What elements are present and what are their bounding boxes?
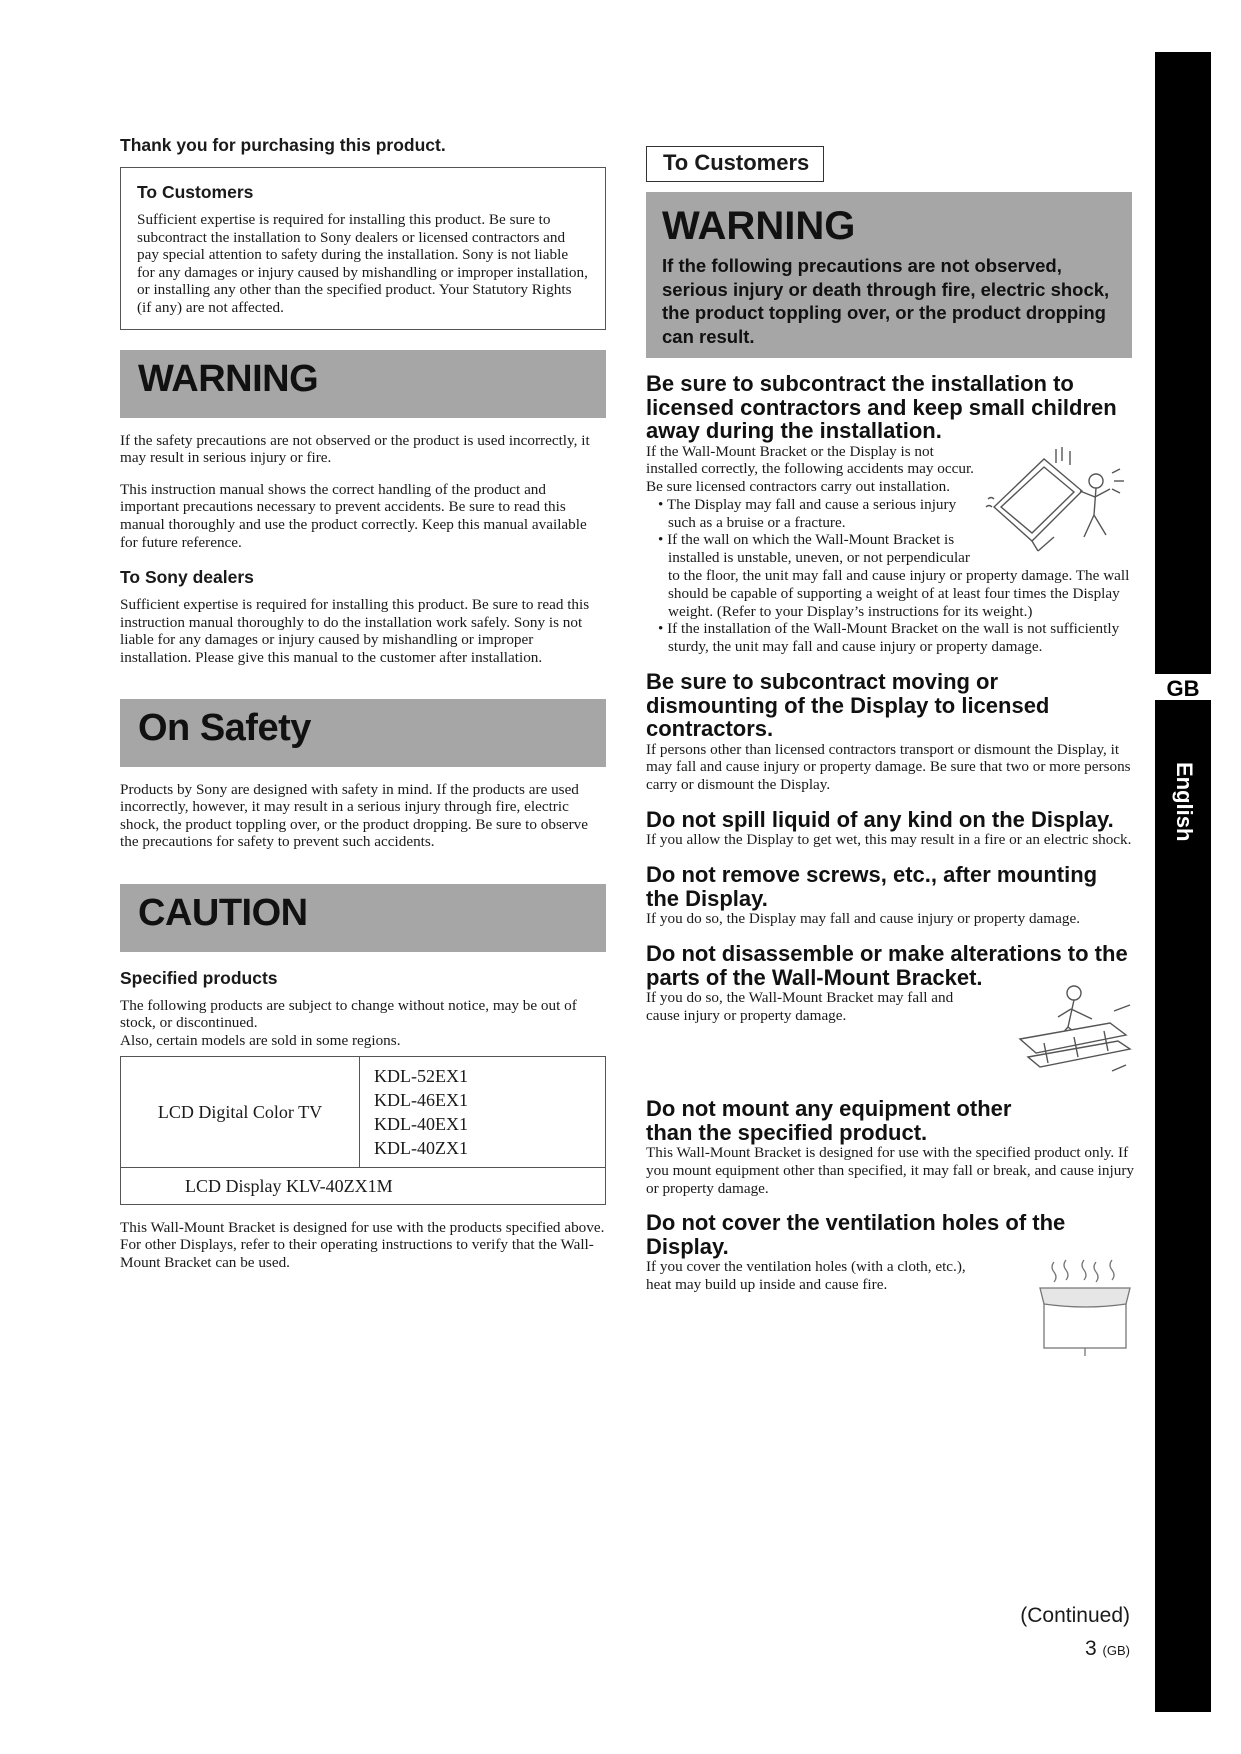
bracket-compatibility-note: This Wall-Mount Bracket is designed for use with the products specified above. For other Displays, refer to their operating instructions to verify that the Wall-Mount Bracket can be used. — [120, 1218, 605, 1271]
on-safety-text: Products by Sony are designed with safety in mind. If the products are used incorrectly, however, it may result in a serious injury through fire, electric shock, the product toppling over, or the product dropping. Be sure to observe the precautions for safety to prevent such accidents. — [120, 780, 588, 851]
specified-products-text-1: The following products are subject to change without notice, may be out of stock, or discontinued. — [120, 996, 577, 1032]
warning-banner-label: WARNING — [138, 357, 319, 400]
section-moving — [646, 670, 1134, 794]
sony-dealers-text: Sufficient expertise is required for installing this product. Be sure to read this instruction manual thoroughly to do the installation work safely. Sony is not liable for any damages or injury caused by mishandling or improper installation. Please give this manual to the customer after installation. — [120, 596, 590, 666]
to-customers-box — [120, 167, 606, 330]
covered-display-illustration-icon — [1034, 1258, 1134, 1358]
section-ventilation — [646, 1211, 1134, 1358]
thank-you-heading: Thank you for purchasing this product. — [120, 135, 446, 155]
to-customers-text: Sufficient expertise is required for installing this product. Be sure to subcontract the installation to Sony dealers or licensed contractors and pay special attention to safety during the installation. Sony is not liable for any damages or injury caused by mishandling or improper installation, or installing any other than the specified product. Your Statutory Rights (if any) are not affected. — [137, 211, 588, 316]
section-intro: If the Wall-Mount Bracket or the Display is not installed correctly, the following accidents may occur. Be sure licensed contractors carry out installation. — [646, 442, 974, 496]
section-bullet: • The Display may fall and cause a serious injury such as a bruise or a fracture. — [658, 495, 957, 531]
section-text: If you do so, the Display may fall and cause injury or property damage. — [646, 910, 1080, 928]
section-equipment — [646, 1097, 1134, 1197]
warning-paragraph-1: If the safety precautions are not observed or the product is used incorrectly, it may result in serious injury or fire. — [120, 431, 590, 467]
toppling-display-illustration-icon — [984, 447, 1134, 557]
side-tab-code: GB — [1155, 672, 1211, 702]
page-number-value: 3 — [1085, 1637, 1097, 1660]
section-title: Do not disassemble or make alterations to the parts of the Wall-Mount Bracket. — [646, 941, 1128, 990]
tv-type-cell: LCD Digital Color TV — [121, 1056, 360, 1167]
specified-products-table — [120, 1056, 606, 1205]
warning-panel — [646, 192, 1132, 358]
section-title: Do not remove screws, etc., after mounting the Display. — [646, 862, 1098, 911]
warning-panel-title: WARNING — [662, 204, 856, 248]
section-title: Be sure to subcontract the installation to licensed contractors and keep small children away during the installation. — [646, 371, 1117, 443]
specified-products-text-2: Also, certain models are sold in some regions. — [120, 1032, 401, 1050]
to-customers-title: To Customers — [137, 182, 254, 202]
section-liquid — [646, 808, 1134, 849]
to-customers-tag: To Customers — [646, 146, 824, 182]
display-model-cell: LCD Display KLV-40ZX1M — [121, 1167, 606, 1204]
section-title: Do not spill liquid of any kind on the Display. — [646, 806, 1114, 832]
caution-banner — [120, 884, 606, 952]
model-item: KDL-46EX1 — [374, 1089, 468, 1110]
section-text: If you do so, the Wall-Mount Bracket may fall and cause injury or property damage. — [646, 989, 954, 1024]
table-row — [121, 1056, 606, 1167]
disassembling-bracket-illustration-icon — [1014, 983, 1134, 1083]
on-safety-banner — [120, 699, 606, 767]
table-row — [121, 1167, 606, 1204]
right-column — [646, 146, 1134, 1358]
side-tab-language: English — [1172, 762, 1197, 842]
left-column — [120, 135, 606, 1271]
tv-models-cell — [360, 1056, 606, 1167]
section-text: This Wall-Mount Bracket is designed for use with the specified product only. If you mount equipment other than specified, it may fall or break, and cause injury or property damage. — [646, 1144, 1134, 1197]
section-title: Do not mount any equipment other than the specified product. — [646, 1096, 1012, 1145]
section-text: If you cover the ventilation holes (with a cloth, etc.), heat may build up inside and cause fire. — [646, 1258, 966, 1294]
warning-panel-text: If the following precautions are not observed, serious injury or death through fire, electric shock, the product toppling over, or the product dropping can result. — [662, 255, 1110, 347]
warning-paragraph-2: This instruction manual shows the correct handling of the product and important precautions necessary to prevent accidents. Be sure to read this manual thoroughly and use the product correctly. Keep this manual available for future reference. — [120, 480, 587, 551]
section-installation — [646, 372, 1134, 656]
section-text: If you allow the Display to get wet, this may result in a fire or an electric shock. — [646, 831, 1132, 849]
specified-products-title: Specified products — [120, 967, 278, 988]
section-title: Be sure to subcontract moving or dismounting of the Display to licensed contractors. — [646, 669, 1050, 742]
continued-label: (Continued) — [1020, 1604, 1130, 1627]
sony-dealers-title: To Sony dealers — [120, 567, 254, 588]
section-bullet: • If the wall on which the Wall-Mount Bracket is installed is unstable, uneven, or not perpendicular to the floor, the unit may fall and cause injury or property damage. The wall should be capable of supporting a weight of at least four times the Display weight. (Refer to your Display’s instructions for its weight.) — [658, 531, 1130, 620]
model-item: KDL-40ZX1 — [374, 1137, 468, 1158]
language-side-tab — [1155, 52, 1211, 1712]
model-item: KDL-52EX1 — [374, 1065, 468, 1086]
section-title: Do not cover the ventilation holes of the Display. — [646, 1210, 1066, 1259]
page-number — [1010, 1637, 1130, 1661]
section-bullet: • If the installation of the Wall-Mount Bracket on the wall is not sufficiently sturdy, the unit may fall and cause injury or property damage. — [658, 620, 1120, 656]
model-item: KDL-40EX1 — [374, 1113, 468, 1134]
warning-banner — [120, 350, 606, 418]
section-disassemble — [646, 942, 1134, 1083]
section-text: If persons other than licensed contractors transport or dismount the Display, it may fall and cause injury or property damage. Be sure that two or more persons carry or dismount the Display. — [646, 740, 1131, 794]
section-screws — [646, 863, 1134, 928]
page-number-suffix: (GB) — [1102, 1643, 1130, 1658]
caution-banner-label: CAUTION — [138, 891, 308, 934]
on-safety-banner-label: On Safety — [138, 706, 311, 749]
